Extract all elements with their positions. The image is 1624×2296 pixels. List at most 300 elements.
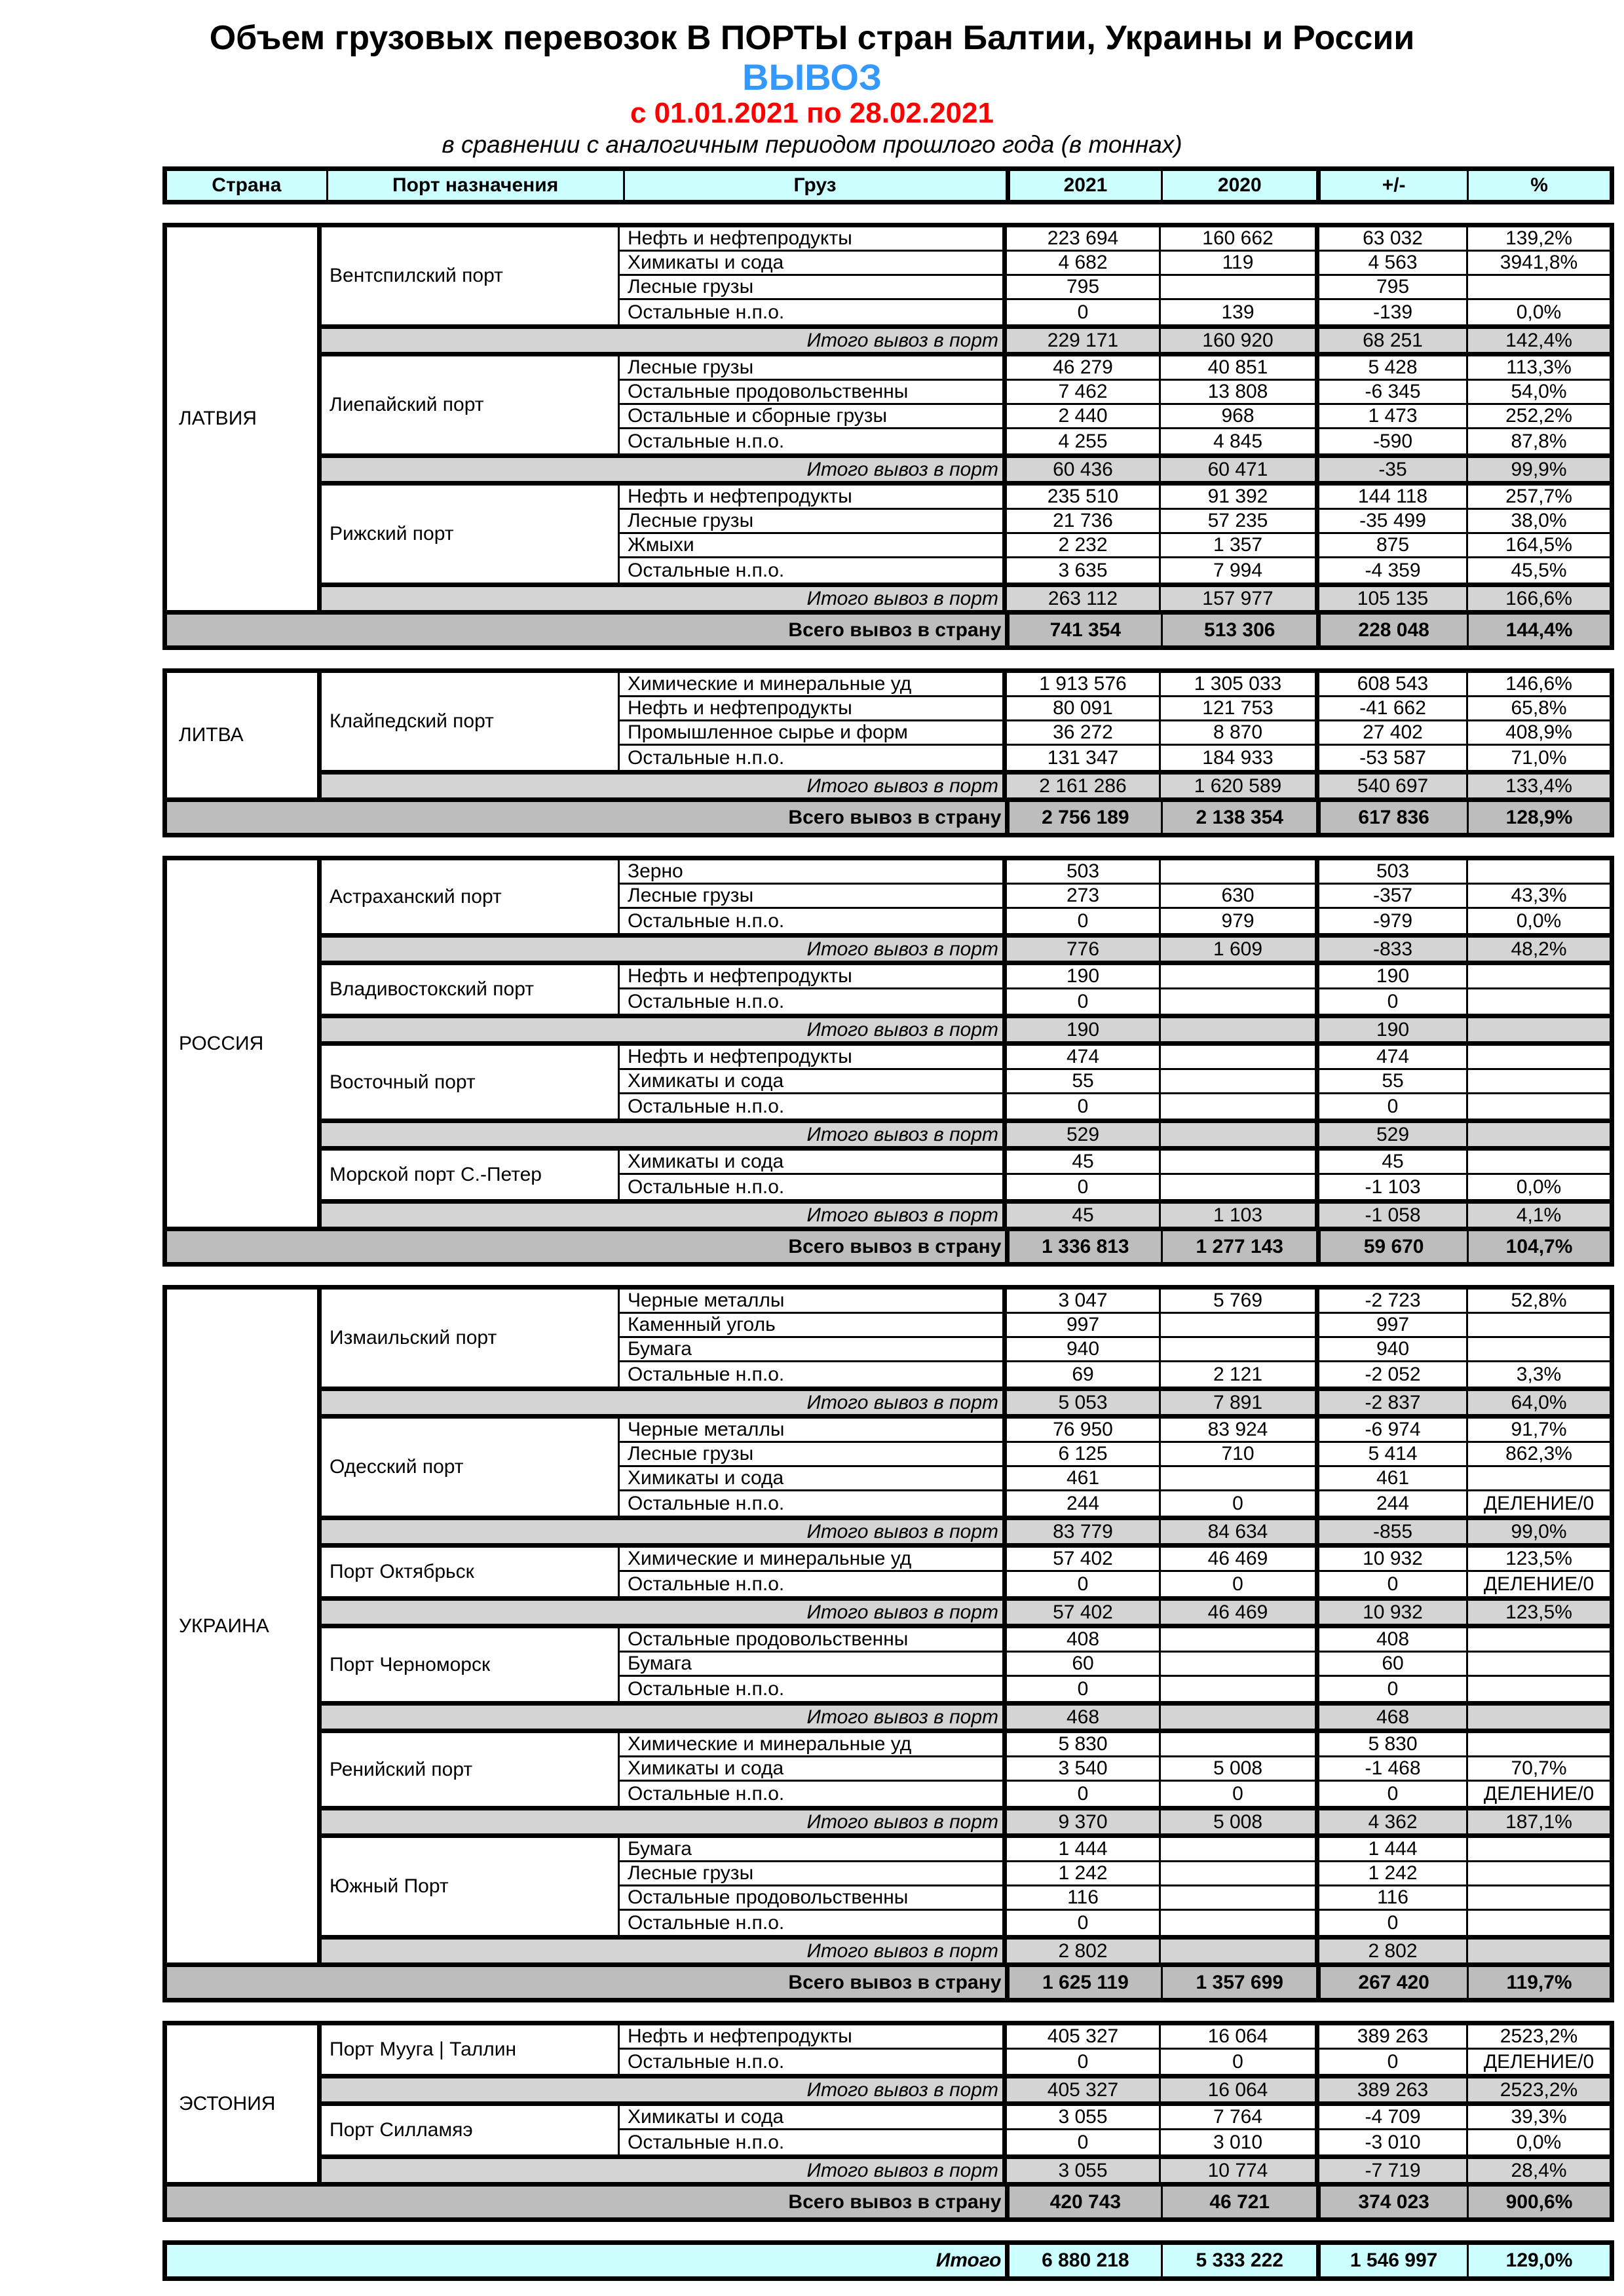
cargo-stack [620, 965, 1610, 1014]
cargo-diff: 244 [1319, 1491, 1468, 1516]
cargo-pct [1468, 1628, 1610, 1651]
cargo-label: Остальные н.п.о. [620, 2130, 1007, 2154]
block-gap [162, 837, 1614, 856]
cargo-stack [620, 673, 1610, 770]
cargo-y2021: 0 [1007, 1175, 1161, 1199]
block-gap [162, 650, 1614, 668]
port-total-diff: -7 719 [1319, 2159, 1468, 2182]
cargo-y2021: 69 [1007, 1362, 1161, 1387]
cargo-stack [620, 1733, 1610, 1806]
cargo-pct: 52,8% [1511, 1290, 1567, 1311]
cargo-row [620, 1572, 1610, 1596]
cargo-label: Остальные продовольственны [620, 381, 1007, 403]
cargo-label: Остальные н.п.о. [620, 1572, 1007, 1596]
cargo-diff: 1 242 [1319, 1862, 1468, 1885]
col-header-2021: 2021 [1010, 171, 1163, 200]
ports-stack [322, 673, 1610, 797]
cargo-y2021: 2 440 [1007, 405, 1161, 427]
cargo-row [620, 1911, 1610, 1935]
cargo-row [620, 1886, 1610, 1911]
cargo-diff: 461 [1319, 1467, 1468, 1489]
cargo-diff: 408 [1319, 1628, 1468, 1651]
cargo-row [620, 1151, 1610, 1175]
port-group [322, 1041, 1610, 1146]
country-name: ЛАТВИЯ [167, 227, 322, 610]
port-total-row [322, 1596, 1610, 1624]
port-total-pct: 99,0% [1511, 1520, 1567, 1542]
document-header [0, 0, 1624, 160]
cargo-stack [620, 1628, 1610, 1701]
port-total-diff: -855 [1319, 1520, 1468, 1543]
cargo-y2021: 0 [1007, 1782, 1161, 1806]
port-group-main [322, 1419, 1610, 1516]
cargo-y2021: 3 635 [1007, 558, 1161, 583]
cargo-label: Лесные грузы [620, 510, 1007, 532]
cargo-y2021: 21 736 [1007, 510, 1161, 532]
cargo-y2020 [1161, 1070, 1319, 1092]
port-total-y2020 [1161, 1018, 1319, 1041]
cargo-label: Химические и минеральные уд [620, 1548, 1007, 1570]
cargo-y2020 [1161, 1151, 1319, 1173]
cargo-pct: 408,9% [1505, 721, 1572, 743]
cargo-y2020: 119 [1161, 252, 1319, 274]
cargo-pct [1468, 1677, 1610, 1701]
country-total-diff: 228 048 [1321, 615, 1469, 645]
cargo-stack [620, 1151, 1610, 1199]
cargo-row [620, 1362, 1610, 1387]
port-total-row [322, 1119, 1610, 1146]
port-total-pct: 142,4% [1505, 329, 1572, 351]
cargo-y2020: 4 845 [1161, 429, 1319, 453]
cargo-y2021: 0 [1007, 1572, 1161, 1596]
port-total-label: Итого вывоз в порт [322, 1810, 1007, 1833]
port-total-diff: 10 932 [1319, 1601, 1468, 1624]
cargo-y2020: 8 870 [1161, 721, 1319, 744]
cargo-y2021: 76 950 [1007, 1419, 1161, 1441]
port-total-diff: 2 802 [1319, 1940, 1468, 1962]
cargo-row [620, 1443, 1610, 1467]
cargo-diff: 795 [1319, 276, 1468, 298]
cargo-pct [1468, 1094, 1610, 1119]
country-total-row [167, 1227, 1610, 1262]
cargo-y2020: 630 [1161, 885, 1319, 907]
cargo-row [620, 2106, 1610, 2130]
port-group-main [322, 965, 1610, 1014]
cargo-y2021: 46 279 [1007, 356, 1161, 379]
cargo-row [620, 276, 1610, 300]
port-total-diff: 389 263 [1319, 2078, 1468, 2101]
cargo-pct [1468, 1314, 1610, 1336]
port-total-y2021: 263 112 [1007, 587, 1161, 610]
country-total-label: Всего вывоз в страну [167, 615, 1010, 645]
ports-stack [322, 227, 1610, 610]
table-header-block [162, 166, 1614, 204]
port-total-diff: 68 251 [1319, 329, 1468, 352]
port-total-y2021: 190 [1007, 1018, 1161, 1041]
cargo-pct: 38,0% [1511, 510, 1567, 531]
port-total-pct: 133,4% [1505, 775, 1572, 797]
cargo-diff: 116 [1319, 1886, 1468, 1909]
cargo-label: Жмыхи [620, 534, 1007, 556]
port-group-main [322, 1733, 1610, 1806]
port-name: Вентспилский порт [322, 227, 620, 324]
grand-total-label: Итого [167, 2245, 1010, 2276]
country-total-label: Всего вывоз в страну [167, 2187, 1010, 2217]
cargo-y2020: 2 121 [1161, 1362, 1319, 1387]
cargo-pct [1468, 276, 1610, 298]
cargo-y2020 [1161, 1314, 1319, 1336]
cargo-y2020: 160 662 [1161, 227, 1319, 250]
cargo-y2021: 7 462 [1007, 381, 1161, 403]
port-total-y2020: 157 977 [1161, 587, 1319, 610]
cargo-diff: -6 345 [1319, 381, 1468, 403]
cargo-label: Остальные н.п.о. [620, 1782, 1007, 1806]
port-total-diff: 529 [1319, 1123, 1468, 1146]
cargo-row [620, 746, 1610, 770]
cargo-y2020: 184 933 [1161, 746, 1319, 770]
country-total-row [167, 797, 1610, 833]
cargo-row [620, 1838, 1610, 1862]
port-total-pct [1468, 1018, 1610, 1041]
port-total-label: Итого вывоз в порт [322, 2078, 1007, 2101]
country-block-ЭСТОНИЯ [162, 2021, 1614, 2222]
cargo-y2021: 116 [1007, 1886, 1161, 1909]
block-gap [162, 2222, 1614, 2240]
port-total-label: Итого вывоз в порт [322, 938, 1007, 961]
cargo-y2021: 4 255 [1007, 429, 1161, 453]
port-name: Порт Октябрьск [322, 1548, 620, 1596]
cargo-row [620, 1314, 1610, 1338]
country-total-y2020: 46 721 [1163, 2187, 1321, 2217]
cargo-pct: 54,0% [1511, 381, 1567, 402]
cargo-stack [620, 2106, 1610, 2154]
country-total-y2020: 2 138 354 [1163, 802, 1321, 833]
cargo-pct: 3941,8% [1500, 252, 1578, 273]
cargo-label: Химикаты и сода [620, 1070, 1007, 1092]
country-name: ЭСТОНИЯ [167, 2025, 322, 2182]
cargo-pct: ДЕЛЕНИЕ/0 [1483, 1573, 1595, 1595]
port-group [322, 1543, 1610, 1624]
port-total-y2020: 60 471 [1161, 458, 1319, 481]
cargo-row [620, 486, 1610, 510]
cargo-pct: 87,8% [1511, 430, 1567, 452]
ports-stack [322, 1290, 1610, 1962]
cargo-y2021: 408 [1007, 1628, 1161, 1651]
cargo-pct: 91,7% [1511, 1419, 1567, 1440]
cargo-diff: -2 723 [1319, 1290, 1468, 1312]
cargo-label: Бумага [620, 1653, 1007, 1675]
cargo-row [620, 381, 1610, 405]
cargo-stack [620, 2025, 1610, 2074]
cargo-y2020: 13 808 [1161, 381, 1319, 403]
port-name: Порт Черноморск [322, 1628, 620, 1701]
cargo-diff: 1 473 [1319, 405, 1468, 427]
cargo-y2020 [1161, 1046, 1319, 1068]
cargo-row [620, 510, 1610, 534]
cargo-y2021: 940 [1007, 1338, 1161, 1360]
port-total-diff: -2 837 [1319, 1391, 1468, 1414]
port-total-y2021: 3 055 [1007, 2159, 1161, 2182]
cargo-stack [620, 1838, 1610, 1935]
cargo-diff: 4 563 [1319, 252, 1468, 274]
cargo-y2020: 16 064 [1161, 2025, 1319, 2048]
cargo-diff: -4 709 [1319, 2106, 1468, 2128]
cargo-diff: 190 [1319, 965, 1468, 987]
country-total-pct: 104,7% [1505, 1235, 1573, 1257]
grand-total-pct: 129,0% [1505, 2249, 1573, 2271]
cargo-label: Лесные грузы [620, 1862, 1007, 1885]
cargo-stack [620, 356, 1610, 453]
grand-total-y2020: 5 333 222 [1163, 2245, 1321, 2276]
cargo-diff: -35 499 [1319, 510, 1468, 532]
cargo-y2020 [1161, 1628, 1319, 1651]
country-total-diff: 374 023 [1321, 2187, 1469, 2217]
cargo-y2021: 5 830 [1007, 1733, 1161, 1755]
country-total-y2021: 1 336 813 [1010, 1231, 1163, 1262]
country-total-row [167, 2182, 1610, 2217]
country-total-row [167, 1962, 1610, 1998]
cargo-row [620, 1290, 1610, 1314]
port-group [322, 1624, 1610, 1729]
port-total-y2021: 2 161 286 [1007, 775, 1161, 797]
cargo-y2020 [1161, 989, 1319, 1014]
cargo-diff: -1 468 [1319, 1757, 1468, 1780]
cargo-pct: 0,0% [1516, 2131, 1562, 2153]
cargo-y2020 [1161, 1911, 1319, 1935]
cargo-stack [620, 1046, 1610, 1119]
port-total-y2021: 83 779 [1007, 1520, 1161, 1543]
cargo-diff: 0 [1319, 1572, 1468, 1596]
cargo-row [620, 2025, 1610, 2050]
cargo-y2020: 121 753 [1161, 697, 1319, 719]
cargo-pct [1468, 1838, 1610, 1860]
block-gap [162, 2002, 1614, 2021]
port-total-label: Итого вывоз в порт [322, 458, 1007, 481]
cargo-y2021: 244 [1007, 1491, 1161, 1516]
cargo-label: Лесные грузы [620, 1443, 1007, 1465]
port-total-label: Итого вывоз в порт [322, 1391, 1007, 1414]
cargo-y2020: 139 [1161, 300, 1319, 324]
cargo-stack [620, 227, 1610, 324]
port-total-pct: 4,1% [1516, 1204, 1562, 1226]
cargo-y2021: 0 [1007, 2130, 1161, 2154]
cargo-diff: -53 587 [1319, 746, 1468, 770]
cargo-label: Остальные и сборные грузы [620, 405, 1007, 427]
cargo-label: Химические и минеральные уд [620, 673, 1007, 695]
cargo-pct: 65,8% [1511, 697, 1567, 719]
port-total-diff: 4 362 [1319, 1810, 1468, 1833]
cargo-diff: 0 [1319, 1094, 1468, 1119]
cargo-row [620, 300, 1610, 324]
port-total-y2021: 2 802 [1007, 1940, 1161, 1962]
cargo-y2020: 5 769 [1161, 1290, 1319, 1312]
cargo-y2020: 1 305 033 [1161, 673, 1319, 695]
period-line: с 01.01.2021 по 28.02.2021 [630, 97, 994, 129]
cargo-pct: 39,3% [1511, 2106, 1567, 2128]
cargo-pct [1468, 1862, 1610, 1885]
cargo-pct: ДЕЛЕНИЕ/0 [1483, 2050, 1595, 2073]
grand-total-row [167, 2245, 1610, 2276]
cargo-y2021: 60 [1007, 1653, 1161, 1675]
cargo-label: Лесные грузы [620, 885, 1007, 907]
port-total-row [322, 1387, 1610, 1414]
country-total-y2021: 2 756 189 [1010, 802, 1163, 833]
cargo-row [620, 1757, 1610, 1782]
port-name: Одесский порт [322, 1419, 620, 1516]
cargo-y2021: 0 [1007, 300, 1161, 324]
cargo-label: Каменный уголь [620, 1314, 1007, 1336]
country-main [167, 227, 1610, 610]
cargo-y2020: 1 357 [1161, 534, 1319, 556]
cargo-pct: 252,2% [1505, 405, 1572, 427]
cargo-y2021: 461 [1007, 1467, 1161, 1489]
port-name: Восточный порт [322, 1046, 620, 1119]
block-gap [162, 1267, 1614, 1285]
cargo-pct: 70,7% [1511, 1757, 1567, 1779]
port-name: Ренийский порт [322, 1733, 620, 1806]
ports-stack [322, 860, 1610, 1227]
cargo-row [620, 721, 1610, 746]
port-group [322, 673, 1610, 797]
cargo-y2020: 710 [1161, 1443, 1319, 1465]
port-name: Южный Порт [322, 1838, 620, 1935]
port-total-y2021: 5 053 [1007, 1391, 1161, 1414]
cargo-y2021: 0 [1007, 1911, 1161, 1935]
cargo-diff: -2 052 [1319, 1362, 1468, 1387]
cargo-y2020: 979 [1161, 909, 1319, 933]
port-total-label: Итого вывоз в порт [322, 2159, 1007, 2182]
cargo-row [620, 2130, 1610, 2154]
country-total-pct: 900,6% [1505, 2191, 1573, 2213]
cargo-pct: 0,0% [1516, 301, 1562, 323]
port-group-main [322, 1548, 1610, 1596]
cargo-label: Остальные н.п.о. [620, 1094, 1007, 1119]
cargo-y2021: 3 055 [1007, 2106, 1161, 2128]
country-total-label: Всего вывоз в страну [167, 1231, 1010, 1262]
port-group [322, 481, 1610, 610]
port-group [322, 2025, 1610, 2101]
cargo-label: Нефть и нефтепродукты [620, 1046, 1007, 1068]
port-name: Морской порт С.-Петер [322, 1151, 620, 1199]
cargo-row [620, 1094, 1610, 1119]
port-total-row [322, 1701, 1610, 1729]
cargo-stack [620, 1419, 1610, 1516]
port-total-pct [1468, 1706, 1610, 1729]
cargo-pct: 3,3% [1516, 1363, 1562, 1385]
cargo-label: Остальные продовольственны [620, 1886, 1007, 1909]
cargo-label: Остальные н.п.о. [620, 909, 1007, 933]
port-total-diff: 540 697 [1319, 775, 1468, 797]
port-total-row [322, 1516, 1610, 1543]
cargo-y2021: 57 402 [1007, 1548, 1161, 1570]
cargo-label: Остальные н.п.о. [620, 429, 1007, 453]
port-group-main [322, 860, 1610, 933]
port-total-diff: -35 [1319, 458, 1468, 481]
port-group-main [322, 486, 1610, 583]
cargo-label: Бумага [620, 1838, 1007, 1860]
port-total-pct [1468, 1123, 1610, 1146]
cargo-row [620, 534, 1610, 558]
cargo-diff: 389 263 [1319, 2025, 1468, 2048]
cargo-row [620, 989, 1610, 1014]
cargo-y2020: 57 235 [1161, 510, 1319, 532]
cargo-y2020: 83 924 [1161, 1419, 1319, 1441]
port-total-pct: 64,0% [1511, 1391, 1567, 1413]
cargo-y2021: 2 232 [1007, 534, 1161, 556]
port-total-row [322, 770, 1610, 797]
port-total-row [322, 933, 1610, 961]
cargo-y2021: 3 047 [1007, 1290, 1161, 1312]
cargo-y2020: 40 851 [1161, 356, 1319, 379]
cargo-y2020: 91 392 [1161, 486, 1319, 508]
port-total-y2021: 229 171 [1007, 329, 1161, 352]
cargo-y2020 [1161, 276, 1319, 298]
cargo-y2020 [1161, 1094, 1319, 1119]
cargo-y2020 [1161, 965, 1319, 987]
col-header-2020: 2020 [1163, 171, 1321, 200]
cargo-row [620, 1653, 1610, 1677]
cargo-diff: 997 [1319, 1314, 1468, 1336]
cargo-label: Остальные н.п.о. [620, 989, 1007, 1014]
cargo-y2021: 0 [1007, 2050, 1161, 2074]
port-group [322, 860, 1610, 961]
cargo-label: Черные металлы [620, 1419, 1007, 1441]
cargo-y2021: 235 510 [1007, 486, 1161, 508]
cargo-row [620, 885, 1610, 909]
port-total-diff: -1 058 [1319, 1204, 1468, 1227]
cargo-diff: -1 103 [1319, 1175, 1468, 1199]
cargo-y2021: 405 327 [1007, 2025, 1161, 2048]
cargo-pct: ДЕЛЕНИЕ/0 [1483, 1782, 1595, 1805]
country-total-y2021: 1 625 119 [1010, 1967, 1163, 1998]
port-total-pct [1468, 1940, 1610, 1962]
cargo-row [620, 1338, 1610, 1362]
cargo-pct: 139,2% [1505, 227, 1572, 249]
col-header-port: Порт назначения [328, 171, 625, 200]
country-total-y2020: 1 357 699 [1163, 1967, 1321, 1998]
port-total-diff: 468 [1319, 1706, 1468, 1729]
port-total-y2020: 1 103 [1161, 1204, 1319, 1227]
cargo-diff: 0 [1319, 2050, 1468, 2074]
ports-stack [322, 2025, 1610, 2182]
port-total-y2020: 16 064 [1161, 2078, 1319, 2101]
cargo-diff: -3 010 [1319, 2130, 1468, 2154]
grand-total-block [162, 2240, 1614, 2281]
cargo-pct: 45,5% [1511, 559, 1567, 581]
country-total-pct: 128,9% [1505, 806, 1573, 828]
country-block-ЛАТВИЯ [162, 223, 1614, 650]
cargo-y2020: 0 [1161, 1782, 1319, 1806]
cargo-pct [1468, 1338, 1610, 1360]
port-total-y2020: 1 609 [1161, 938, 1319, 961]
port-total-diff: 190 [1319, 1018, 1468, 1041]
cargo-y2020: 0 [1161, 1491, 1319, 1516]
cargo-row [620, 1548, 1610, 1572]
cargo-row [620, 356, 1610, 381]
port-name: Порт Мууга | Таллин [322, 2025, 620, 2074]
col-header-country: Страна [167, 171, 328, 200]
cargo-row [620, 1862, 1610, 1886]
port-group-main [322, 1151, 1610, 1199]
cargo-pct: 43,3% [1511, 885, 1567, 906]
cargo-label: Нефть и нефтепродукты [620, 965, 1007, 987]
port-group [322, 352, 1610, 481]
col-header-pct: % [1530, 174, 1548, 196]
cargo-diff: -4 359 [1319, 558, 1468, 583]
port-total-label: Итого вывоз в порт [322, 1940, 1007, 1962]
cargo-diff: -139 [1319, 300, 1468, 324]
cargo-label: Химикаты и сода [620, 1151, 1007, 1173]
